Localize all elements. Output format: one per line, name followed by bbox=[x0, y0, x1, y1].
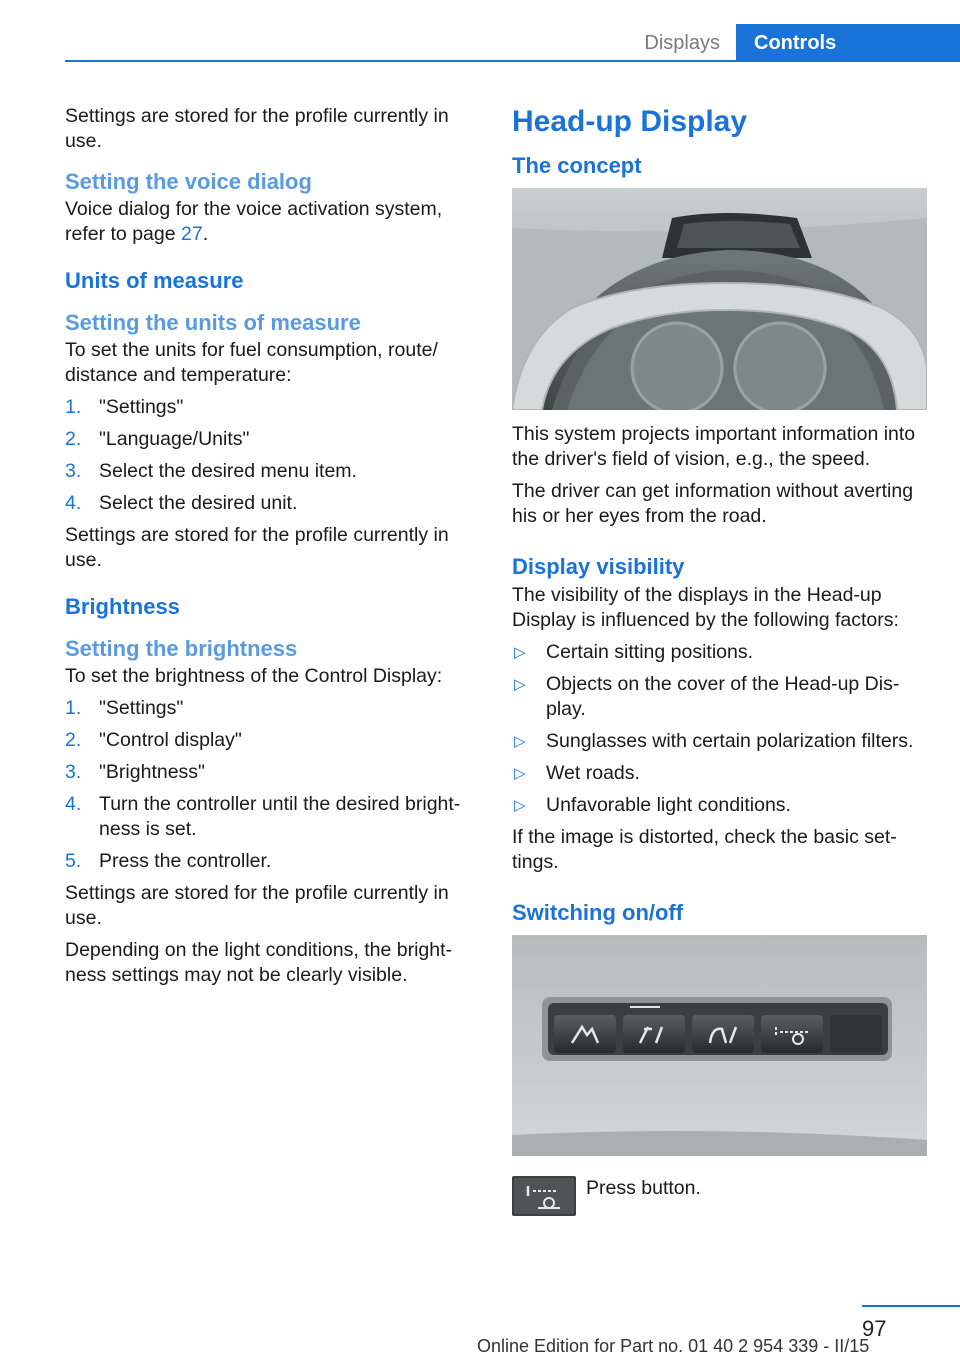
header-chapter: Controls bbox=[736, 24, 960, 62]
list-item: 1. "Settings" bbox=[65, 396, 184, 418]
visibility-heading: Display visibility bbox=[512, 554, 685, 579]
concept-text-1: This system projects important information into the driver's field of vision, e.g., the speed. bbox=[512, 423, 916, 470]
list-item: ▷ Sunglasses with certain polarization filters. bbox=[514, 730, 914, 752]
list-item: ▷ Wet roads. bbox=[514, 762, 640, 784]
list-item: ▷ Certain sitting positions. bbox=[514, 641, 754, 663]
brightness-heading: Brightness bbox=[65, 594, 180, 619]
voice-text: Voice dialog for the voice activation system, refer to page 27. bbox=[65, 198, 443, 245]
triangle-bullet-icon: ▷ bbox=[514, 644, 526, 661]
triangle-bullet-icon: ▷ bbox=[514, 765, 526, 782]
intro-text: Settings are stored for the profile currently in use. bbox=[65, 105, 449, 152]
hud-button-icon bbox=[512, 1176, 576, 1216]
button-panel-illustration bbox=[512, 935, 927, 1156]
units-steps bbox=[65, 395, 480, 516]
list-item: 3. Select the desired menu item. bbox=[65, 460, 357, 482]
triangle-bullet-icon: ▷ bbox=[514, 797, 526, 814]
list-item: ▷ Objects on the cover of the Head-up Dis‐ play. bbox=[514, 673, 900, 720]
visibility-text: The visibility of the displays in the Head-up Display is influenced by the following factors: bbox=[512, 584, 899, 631]
page-rule bbox=[862, 1305, 960, 1307]
list-item: 4. Turn the controller until the desired bright‐ ness is set. bbox=[65, 793, 461, 840]
list-item: 5. Press the controller. bbox=[65, 850, 272, 872]
visibility-factors bbox=[512, 640, 927, 818]
units-heading: Units of measure bbox=[65, 268, 244, 293]
list-item: ▷ Unfavorable light conditions. bbox=[514, 794, 791, 816]
brightness-text: To set the brightness of the Control Display: bbox=[65, 665, 443, 687]
brightness-subheading: Setting the brightness bbox=[65, 636, 298, 661]
triangle-bullet-icon: ▷ bbox=[514, 733, 526, 750]
list-item: 2. "Control display" bbox=[65, 729, 242, 751]
left-column bbox=[65, 104, 480, 995]
brightness-note: Settings are stored for the profile currently in use. bbox=[65, 882, 449, 929]
header-rule bbox=[65, 60, 960, 62]
distortion-text: If the image is distorted, check the basic set‐ tings. bbox=[512, 826, 897, 873]
voice-heading: Setting the voice dialog bbox=[65, 169, 312, 194]
page-number: 97 bbox=[862, 1316, 887, 1341]
edition-footer: Online Edition for Part no. 01 40 2 954 339 - II/15 bbox=[477, 1336, 870, 1356]
list-item: 4. Select the desired unit. bbox=[65, 492, 298, 514]
brightness-steps bbox=[65, 696, 480, 874]
press-button-text: Press button. bbox=[586, 1177, 701, 1199]
concept-text-2: The driver can get information without averting his or her eyes from the road. bbox=[512, 480, 914, 527]
list-item: 2. "Language/Units" bbox=[65, 428, 250, 450]
cockpit-illustration bbox=[512, 188, 927, 410]
header-section: Displays bbox=[644, 32, 720, 54]
list-item: 1. "Settings" bbox=[65, 697, 184, 719]
brightness-note-2: Depending on the light conditions, the bright‐ ness settings may not be clearly visible. bbox=[65, 939, 453, 986]
section-title: Head-up Display bbox=[512, 105, 748, 138]
page-ref-link[interactable]: 27 bbox=[181, 223, 203, 245]
units-subheading: Setting the units of measure bbox=[65, 310, 361, 335]
right-column bbox=[512, 104, 927, 1216]
list-item: 3. "Brightness" bbox=[65, 761, 205, 783]
triangle-bullet-icon: ▷ bbox=[514, 676, 526, 693]
units-text: To set the units for fuel consumption, route/ distance and temperature: bbox=[65, 339, 438, 386]
press-instruction bbox=[512, 1176, 927, 1216]
concept-heading: The concept bbox=[512, 153, 642, 178]
switch-heading: Switching on/off bbox=[512, 900, 684, 925]
header-tabs bbox=[620, 24, 960, 62]
units-note: Settings are stored for the profile currently in use. bbox=[65, 524, 449, 571]
